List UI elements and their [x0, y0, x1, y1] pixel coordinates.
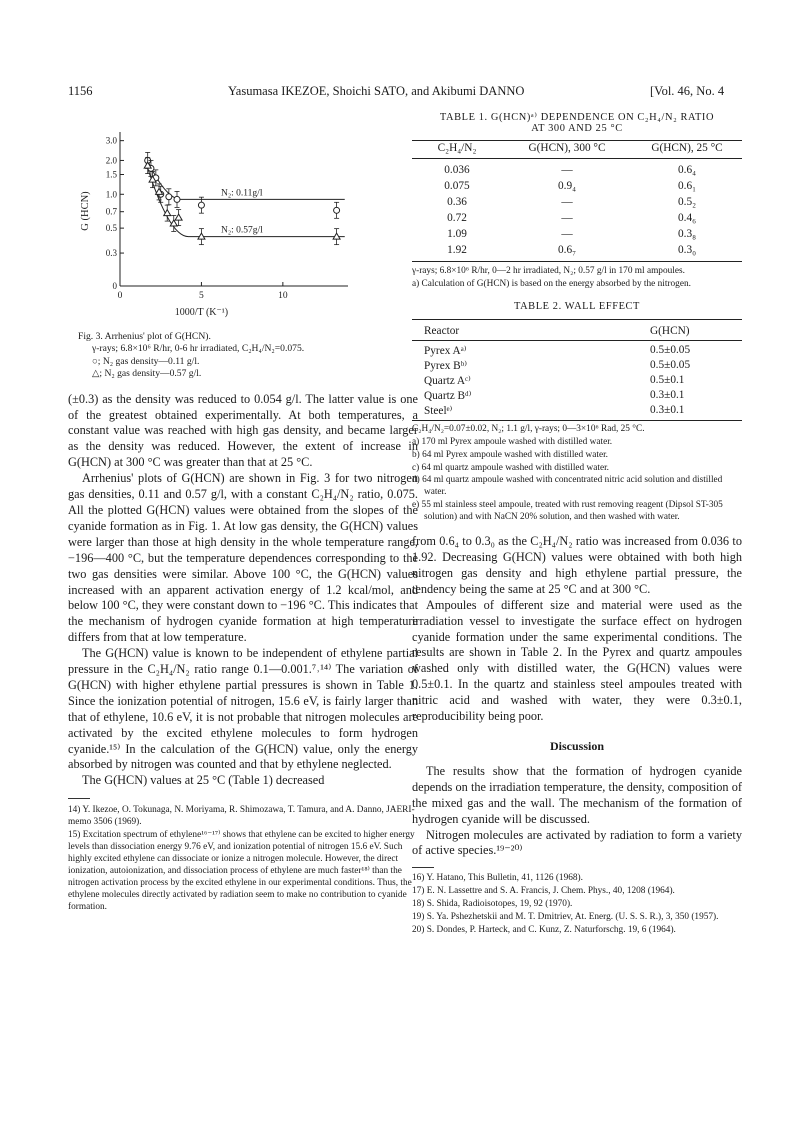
- section-title-discussion: Discussion: [549, 738, 605, 753]
- footnote-rule: [68, 798, 90, 799]
- paragraph: The G(HCN) values at 25 °C (Table 1) decreased: [82, 773, 325, 788]
- data-point-circle: [198, 202, 204, 208]
- table-row: [412, 162, 742, 178]
- table-cell: 0.4₆: [677, 212, 697, 224]
- table-2-title: TABLE 2. WALL EFFECT: [513, 300, 641, 312]
- paragraph: Nitrogen molecules are activated by radiation to form a variety of active species.¹⁹⁻²⁰⁾: [412, 827, 742, 858]
- data-point-triangle: [175, 214, 182, 220]
- left-column: [68, 118, 418, 914]
- footnote: 17) E. N. Lassettre and S. A. Francis, J. Chem. Phys., 40, 1208 (1964).: [412, 886, 675, 897]
- table-1-title: TABLE 1. G(HCN)ᵃ⁾ DEPENDENCE ON C₂H₄/N₂ RATIO: [439, 112, 715, 123]
- data-point-circle: [334, 207, 340, 213]
- table-row: [412, 403, 742, 418]
- footnote: 19) S. Ya. Pshezhetskii and M. T. Dmitriev, At. Energ. (U. S. S. R.), 3, 350 (1957).: [412, 912, 719, 923]
- table-cell: 0.3±0.1: [650, 404, 685, 417]
- table-cell: 0.6₄: [677, 164, 697, 176]
- table-2-header: G(HCN): [650, 324, 690, 337]
- running-authors: Yasumasa IKEZOE, Shoichi SATO, and Akibumi DANNO: [228, 84, 525, 98]
- right-footnotes: [412, 873, 742, 937]
- table-cell: —: [561, 196, 573, 208]
- table-1: [412, 111, 742, 291]
- table-row: [412, 226, 742, 242]
- left-body: [68, 392, 418, 790]
- x-tick-label: 10: [278, 291, 288, 301]
- x-tick-label: 5: [199, 291, 204, 301]
- paragraph: Arrhenius' plots of G(HCN) are shown in Fig. 3 for two nitrogen gas densities, 0.11 and 0.57 g/l, with a constant C₂H₄/N₂ ratio, 0.075. All the plotted G(HCN) values were obtained from the slopes of the cyanide formation as in Fig. 1. At low gas density, the G(HCN) values were larger than those at high density in the whole temperature range, −196—400 °C, but the temperature dependences corresponding to the two gas densities were similar. Above 100 °C, the G(HCN) values increased with an apparent activation energy of 1.2 kcal/mol, and below 100 °C, they were constant down to −196 °C. This indicates that the mechanism of hydrogen cyanide formation at high temperature differs from that at low temperature.: [68, 471, 418, 645]
- volume-info: [Vol. 46, No. 4: [650, 84, 725, 98]
- footnote: 20) S. Dondes, P. Harteck, and C. Kunz, Z. Naturforschg. 19, 6 (1964).: [412, 925, 676, 935]
- right-body: [412, 534, 742, 859]
- table-cell: 0.6₁: [677, 180, 697, 192]
- table-cell: 0.075: [444, 180, 470, 192]
- paragraph: The results show that the formation of hydrogen cyanide depends on the irradiation temperature, the density, composition of the mixed gas and the wall. The mechanism of the formation of hydrogen cyanide will be discussed.: [412, 763, 742, 826]
- table-1-notes: [412, 266, 742, 291]
- table-row: [412, 194, 742, 210]
- arrhenius-chart: [68, 118, 368, 330]
- table-row: [412, 358, 742, 373]
- y-tick-label: 0.7: [105, 206, 117, 217]
- table-row: [412, 388, 742, 403]
- y-tick-label: 0.3: [105, 248, 117, 259]
- table-cell: 0.5±0.05: [650, 344, 691, 357]
- table-cell: Quartz Aᶜ⁾: [424, 374, 471, 387]
- table-2: [412, 301, 742, 524]
- table-cell: —: [561, 212, 573, 224]
- footnote: 16) Y. Hatano, This Bulletin, 41, 1126 (1968).: [412, 873, 583, 884]
- table-note: C₂H₄/N₂=0.07±0.02, N₂; 1.1 g/l, γ-rays; 0—3×10⁶ Rad, 25 °C.: [412, 423, 645, 434]
- paragraph: Ampoules of different size and material were used as the irradiation vessel to investigate the surface effect on hydrogen cyanide formation under the same experimental conditions. The results are shown in Table 2. In the Pyrex and quartz ampoules washed only with distilled water, the G(HCN) values were 0.5±0.1. In the quartz and stainless steel ampoules treated with nitric acid and washed with water, they were 0.3±0.1, reproducibility being poor.: [412, 597, 742, 724]
- y-tick-label: 1.0: [105, 189, 117, 200]
- table-cell: 0.9₄: [557, 180, 577, 192]
- data-point-circle: [174, 196, 180, 202]
- footnote: 14) Y. Ikezoe, O. Tokunaga, N. Moriyama, R. Shimozawa, T. Tamura, and A. Danno, JAERI-memo 3506 (1969).: [68, 805, 415, 828]
- table-1-body: [412, 162, 742, 258]
- table-cell: 0.3₀: [677, 244, 697, 256]
- table-row: [412, 343, 742, 358]
- page-number: 1156: [68, 84, 93, 98]
- table-cell: 0.3±0.1: [650, 389, 685, 402]
- table-cell: 0.5±0.1: [650, 374, 685, 387]
- y-tick-label: 1.5: [105, 169, 117, 180]
- table-cell: 0.5₂: [677, 196, 697, 208]
- table-cell: 1.09: [447, 228, 467, 240]
- table-note: a) 170 ml Pyrex ampoule washed with distilled water.: [412, 436, 613, 447]
- table-row: [412, 178, 742, 194]
- table-1-title: AT 300 AND 25 °C: [531, 123, 623, 134]
- series-label: N₂: 0.57g/l: [220, 225, 263, 236]
- table-cell: 0.5±0.05: [650, 359, 691, 372]
- table-1-header: G(HCN), 25 °C: [651, 142, 723, 154]
- table-note: γ-rays; 6.8×10⁶ R/hr, 0—2 hr irradiated, N₂; 0.57 g/l in 170 ml ampoules.: [412, 266, 685, 276]
- table-cell: —: [561, 228, 573, 240]
- paragraph: from 0.6₄ to 0.3₀ as the C₂H₄/N₂ ratio was increased from 0.036 to 1.92. Decreasing G(HCN) values were obtained with both high nitrogen gas density and high ethylene partial pressure, the tendency being the same at 25 °C and at 300 °C.: [412, 534, 742, 596]
- table-cell: Pyrex Bᵇ⁾: [424, 359, 467, 372]
- figure-caption: [78, 331, 418, 381]
- footnote: 18) S. Shida, Radioisotopes, 19, 92 (1970).: [412, 899, 573, 910]
- y-axis-label: G (HCN): [80, 191, 91, 231]
- x-tick-label: 0: [117, 291, 123, 301]
- table-cell: Quartz Bᵈ⁾: [424, 389, 472, 402]
- y-tick-label: 3.0: [105, 135, 117, 146]
- footnote: 15) Excitation spectrum of ethylene¹⁶⁻¹⁷⁾ shows that ethylene can be excited to higher energy levels than dissociation energy 9.76 eV, and ionization potential of nitrogen 15.6 eV. Such highly excited ethylene can dissociate or ionize a nitrogen molecule. However, the direct ionization, autoionization, and dissociation process of ethylene are much faster¹⁸⁾ than the nitrogen activation process by the excited ethylene in our experimental conditions. Thus, the ethylene molecules directly activated by radiation seem to make no contribution to cyanide formation.: [68, 830, 415, 912]
- left-footnotes: [68, 805, 418, 913]
- table-note: e) 55 ml stainless steel ampoule, treated with rust removing reagent (Dipsol ST-305 solution) and with NaCN 20% solution, and then washed with water.: [412, 500, 723, 523]
- table-row: [412, 242, 742, 258]
- caption-line: γ-rays; 6.8×10⁶ R/hr, 0-6 hr irradiated, C₂H₄/N₂=0.075.: [92, 343, 305, 355]
- table-1-header: G(HCN), 300 °C: [528, 142, 606, 154]
- x-axis-label: 1000/T (K⁻¹): [174, 307, 229, 318]
- table-row: [412, 210, 742, 226]
- caption-line: ○; N₂ gas density—0.11 g/l.: [92, 355, 200, 367]
- data-point-circle: [166, 194, 172, 200]
- caption-line: △; N₂ gas density—0.57 g/l.: [92, 368, 202, 380]
- y-tick-label: 0.5: [105, 223, 117, 234]
- table-cell: —: [561, 164, 573, 176]
- table-1-header: C₂H₄/N₂: [437, 142, 477, 154]
- paragraph: The G(HCN) value is known to be independent of ethylene partial pressure in the C₂H₄/N₂ ratio range 0.1—0.001.⁷˒¹⁴⁾ The variation of G(HCN) with higher ethylene partial pressures is shown in Table 1. Since the ionization potential of nitrogen, 15.6 eV, is fairly larger than that of ethylene, 10.6 eV, it is not probable that nitrogen molecules are activated by the excited ethylene molecules to form hydrogen cyanide.¹⁵⁾ In the calculation of the G(HCN) value, only the energy absorbed by nitrogen was counted and that by ethylene neglected.: [68, 646, 418, 772]
- table-cell: 0.72: [447, 212, 467, 224]
- right-column: [412, 111, 742, 938]
- y-tick-label: 2.0: [105, 155, 117, 166]
- table-cell: 0.36: [447, 196, 467, 208]
- table-cell: 0.036: [444, 164, 470, 176]
- table-cell: 1.92: [447, 244, 467, 256]
- footnote-rule: [412, 867, 434, 868]
- table-cell: 0.3₈: [677, 228, 697, 240]
- caption-line: Fig. 3. Arrhenius' plot of G(HCN).: [78, 331, 211, 342]
- table-note: b) 64 ml Pyrex ampoule washed with distilled water.: [412, 449, 608, 460]
- table-cell: Pyrex Aᵃ⁾: [424, 344, 467, 357]
- table-cell: 0.6₇: [557, 244, 577, 256]
- table-row: [412, 373, 742, 388]
- y-tick-label: 0: [112, 281, 117, 291]
- table-note: a) Calculation of G(HCN) is based on the energy absorbed by the nitrogen.: [412, 278, 691, 289]
- table-cell: Steelᵉ⁾: [424, 404, 453, 417]
- paragraph: (±0.3) as the density was reduced to 0.054 g/l. The latter value is one of the greatest obtained experimentally. At both temperatures, a constant value was reached with high gas density, and became larger as the density was reduced. However, the extent of increase in G(HCN) at 300 °C was greater than that at 25 °C.: [68, 391, 418, 470]
- table-note: d) 64 ml quartz ampoule washed with concentrated nitric acid solution and distilled water.: [412, 475, 723, 498]
- table-2-body: [412, 343, 742, 418]
- table-note: c) 64 ml quartz ampoule washed with distilled water.: [412, 462, 609, 473]
- series-label: N₂: 0.11g/l: [220, 188, 263, 199]
- table-2-header: Reactor: [424, 324, 460, 337]
- table-2-notes: [412, 424, 742, 524]
